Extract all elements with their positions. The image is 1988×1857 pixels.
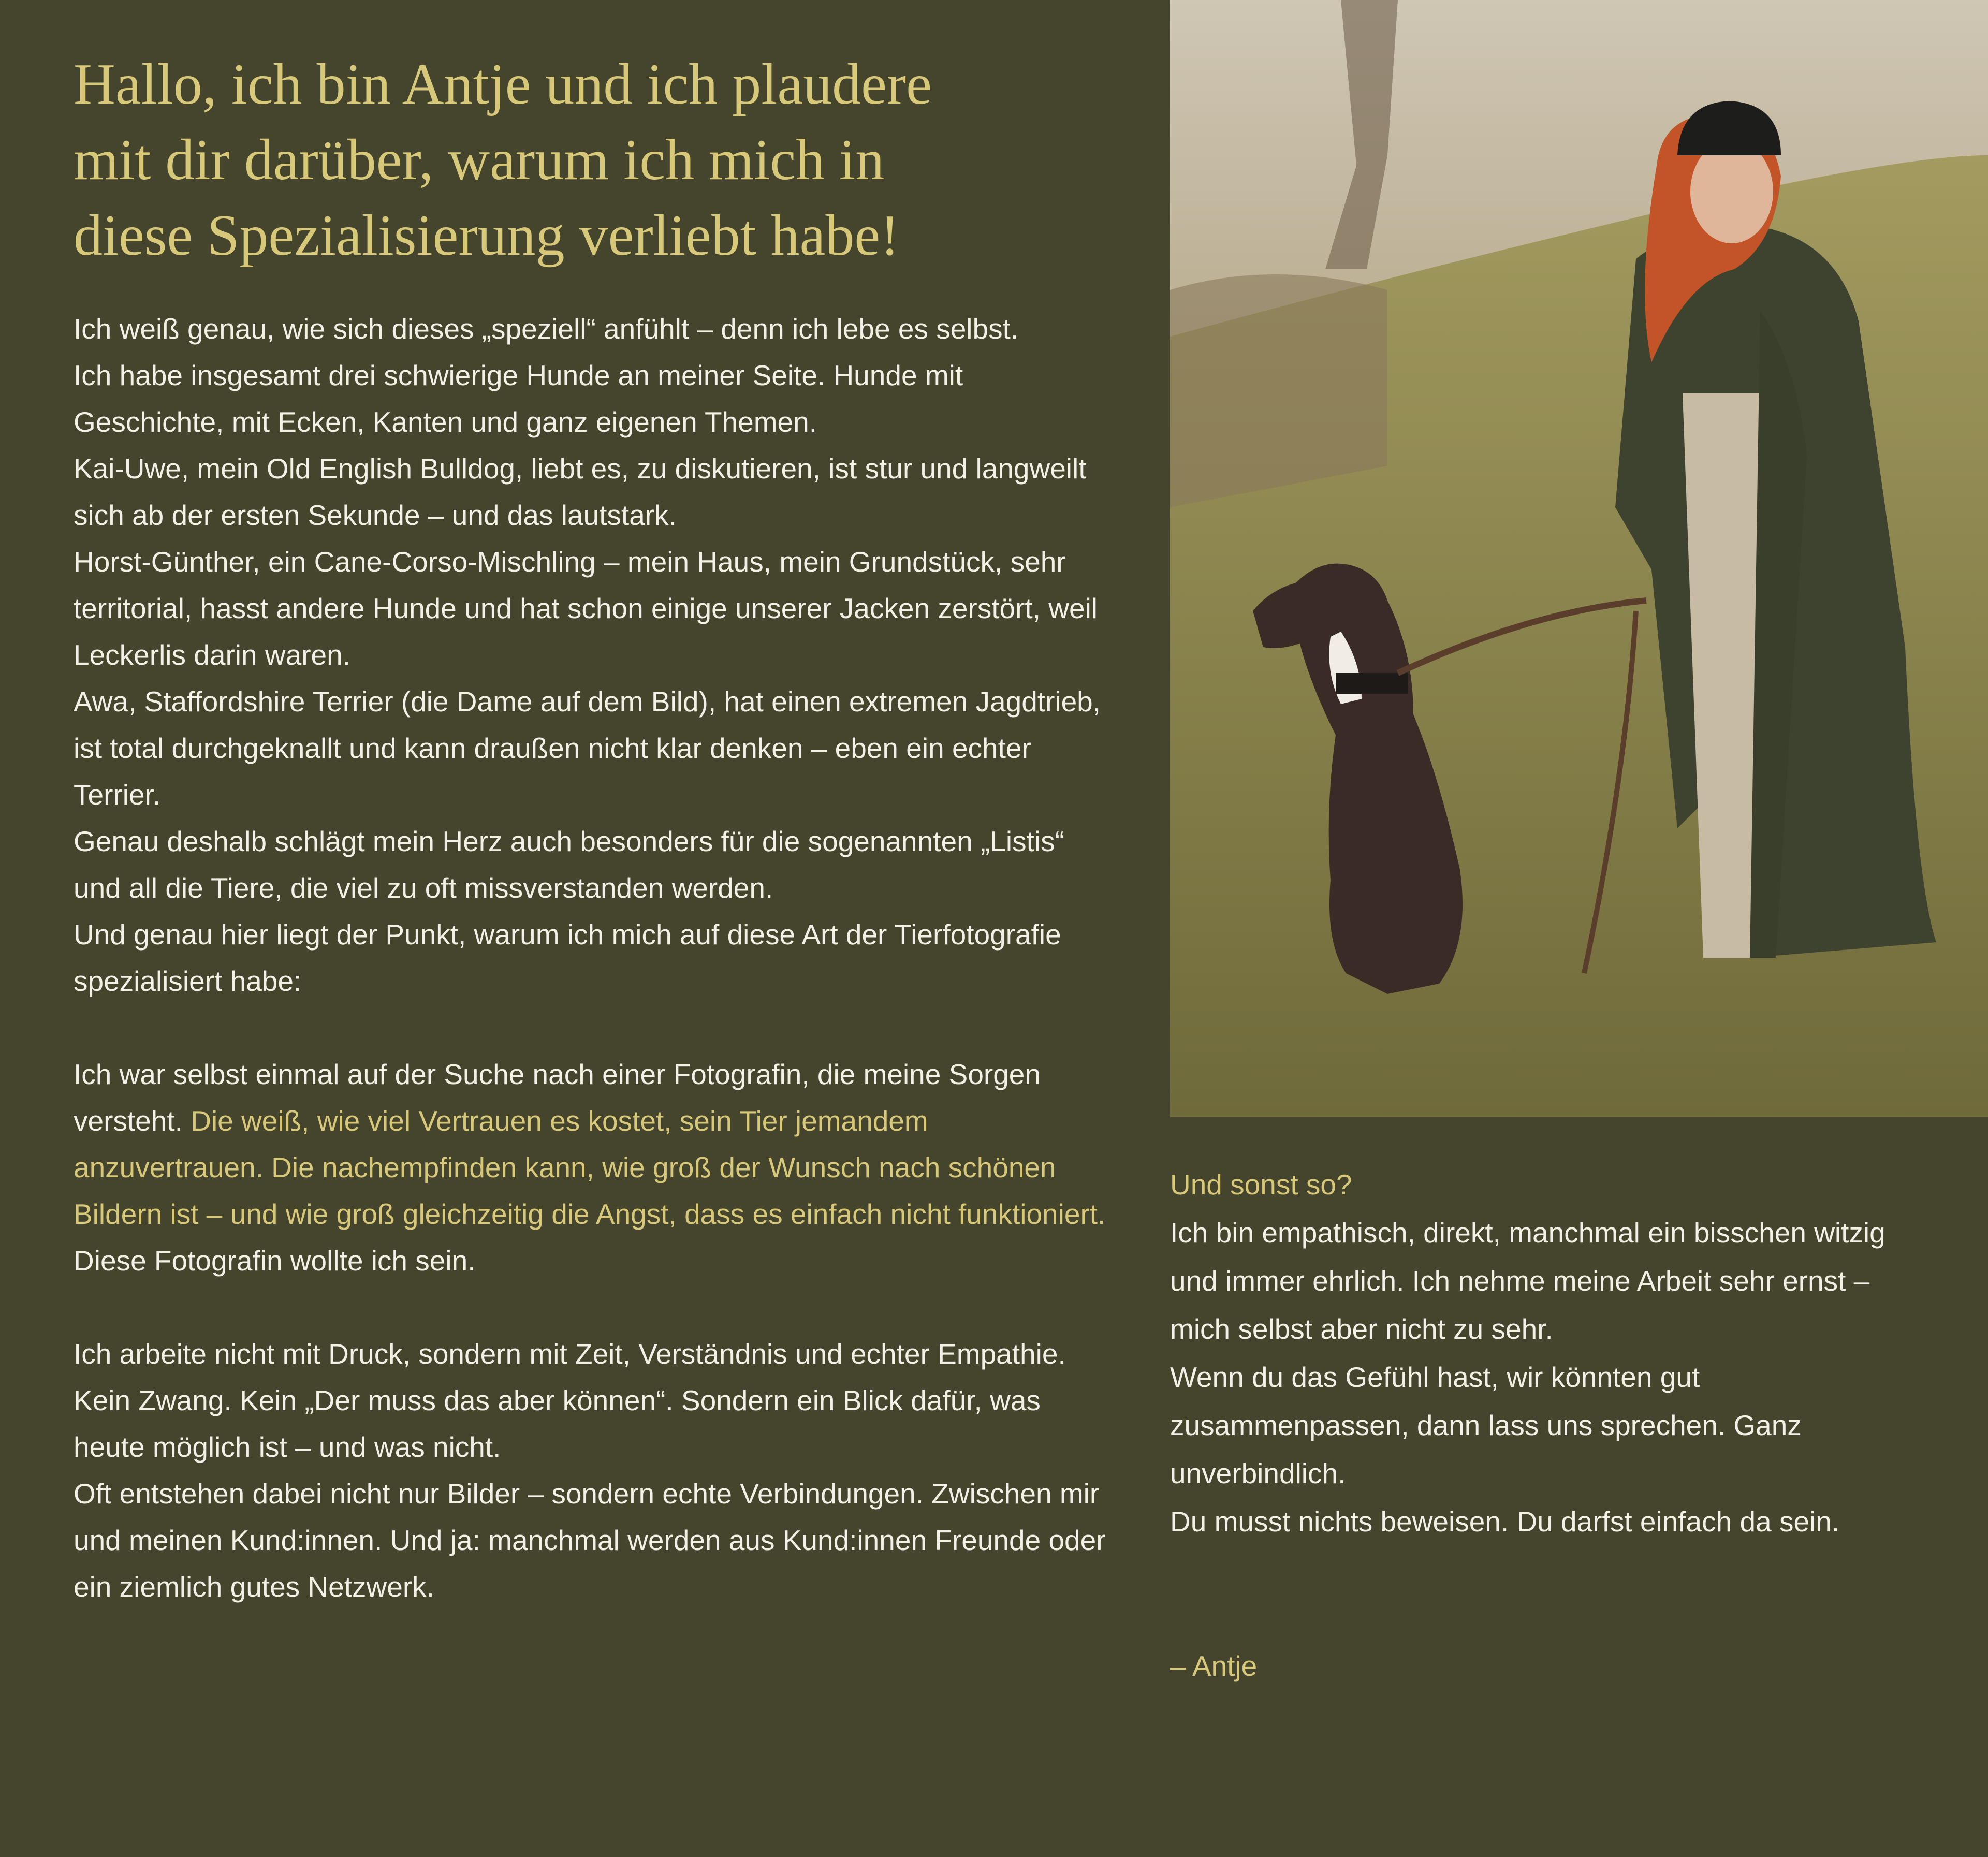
about-text-column bbox=[74, 47, 1109, 1610]
page-heading: Hallo, ich bin Antje und ich plaudere mit dir darüber, warum ich mich in diese Spezialisierung verliebt habe! bbox=[74, 52, 932, 268]
aside-paragraph: Wenn du das Gefühl hast, wir könnten gut zusammenpassen, dann lass uns sprechen. Ganz unverbindlich. bbox=[1170, 1361, 1802, 1489]
about-body bbox=[74, 305, 1109, 1610]
aside-paragraph: Du musst nichts beweisen. Du darfst einfach da sein. bbox=[1170, 1505, 1840, 1538]
intro-paragraph: Horst-Günther, ein Cane-Corso-Mischling – mein Haus, mein Grundstück, sehr territorial, hasst andere Hunde und hat schon einige unserer Jacken zerstört, weil Leckerlis darin waren. bbox=[74, 546, 1098, 671]
intro-paragraph: Ich weiß genau, wie sich dieses „speziell“ anfühlt – denn ich lebe es selbst. bbox=[74, 313, 1019, 345]
aside-subheading: Und sonst so? bbox=[1170, 1168, 1352, 1201]
photo-illustration bbox=[1170, 0, 1988, 1117]
signature: – Antje bbox=[1170, 1650, 1258, 1682]
approach-paragraph: Oft entstehen dabei nicht nur Bilder – sondern echte Verbindungen. Zwischen mir und meinen Kund:innen. Und ja: manchmal werden aus Kund:innen Freunde oder ein ziemlich gutes Netzwerk. bbox=[74, 1478, 1106, 1603]
approach-paragraph: Ich arbeite nicht mit Druck, sondern mit Zeit, Verständnis und echter Empathie. Kein Zwang. Kein „Der muss das aber können“. Sondern ein Blick dafür, was heute möglich ist – und was nicht. bbox=[74, 1338, 1066, 1463]
intro-paragraph: Genau deshalb schlägt mein Herz auch besonders für die sogenannten „Listis“ und all die Tiere, die viel zu oft missverstanden werden. bbox=[74, 825, 1064, 904]
intro-paragraph: Kai-Uwe, mein Old English Bulldog, liebt es, zu diskutieren, ist stur und langweilt sich ab der ersten Sekunde – und das lautstark. bbox=[74, 452, 1087, 531]
aside-paragraph: Ich bin empathisch, direkt, manchmal ein bisschen witzig und immer ehrlich. Ich nehme meine Arbeit sehr ernst – mich selbst aber nicht zu sehr. bbox=[1170, 1217, 1885, 1345]
search-closing: Diese Fotografin wollte ich sein. bbox=[74, 1245, 476, 1277]
search-plain-text: Ich war selbst einmal auf der Suche nach einer Fotografin, die meine Sorgen versteht. bbox=[74, 1058, 1041, 1137]
intro-paragraph: Awa, Staffordshire Terrier (die Dame auf dem Bild), hat einen extremen Jagdtrieb, ist total durchgeknallt und kann draußen nicht klar denken – eben ein echter Terrier. bbox=[74, 685, 1101, 811]
intro-paragraph: Ich habe insgesamt drei schwierige Hunde an meiner Seite. Hunde mit Geschichte, mit Ecken, Kanten und ganz eigenen Themen. bbox=[74, 359, 963, 438]
intro-paragraph: Und genau hier liegt der Punkt, warum ich mich auf diese Art der Tierfotografie spezialisiert habe: bbox=[74, 918, 1061, 997]
aside-column bbox=[1170, 1161, 1936, 1690]
search-paragraph bbox=[74, 1051, 1109, 1237]
photo-woman-with-dog bbox=[1170, 0, 1988, 1117]
search-highlight-text: Die weiß, wie viel Vertrauen es kostet, sein Tier jemandem anzuvertrauen. Die nachempfinden kann, wie groß der Wunsch nach schönen Bildern ist – und wie groß gleichzeitig die Angst, dass es einfach nicht funktioniert. bbox=[74, 1105, 1106, 1230]
